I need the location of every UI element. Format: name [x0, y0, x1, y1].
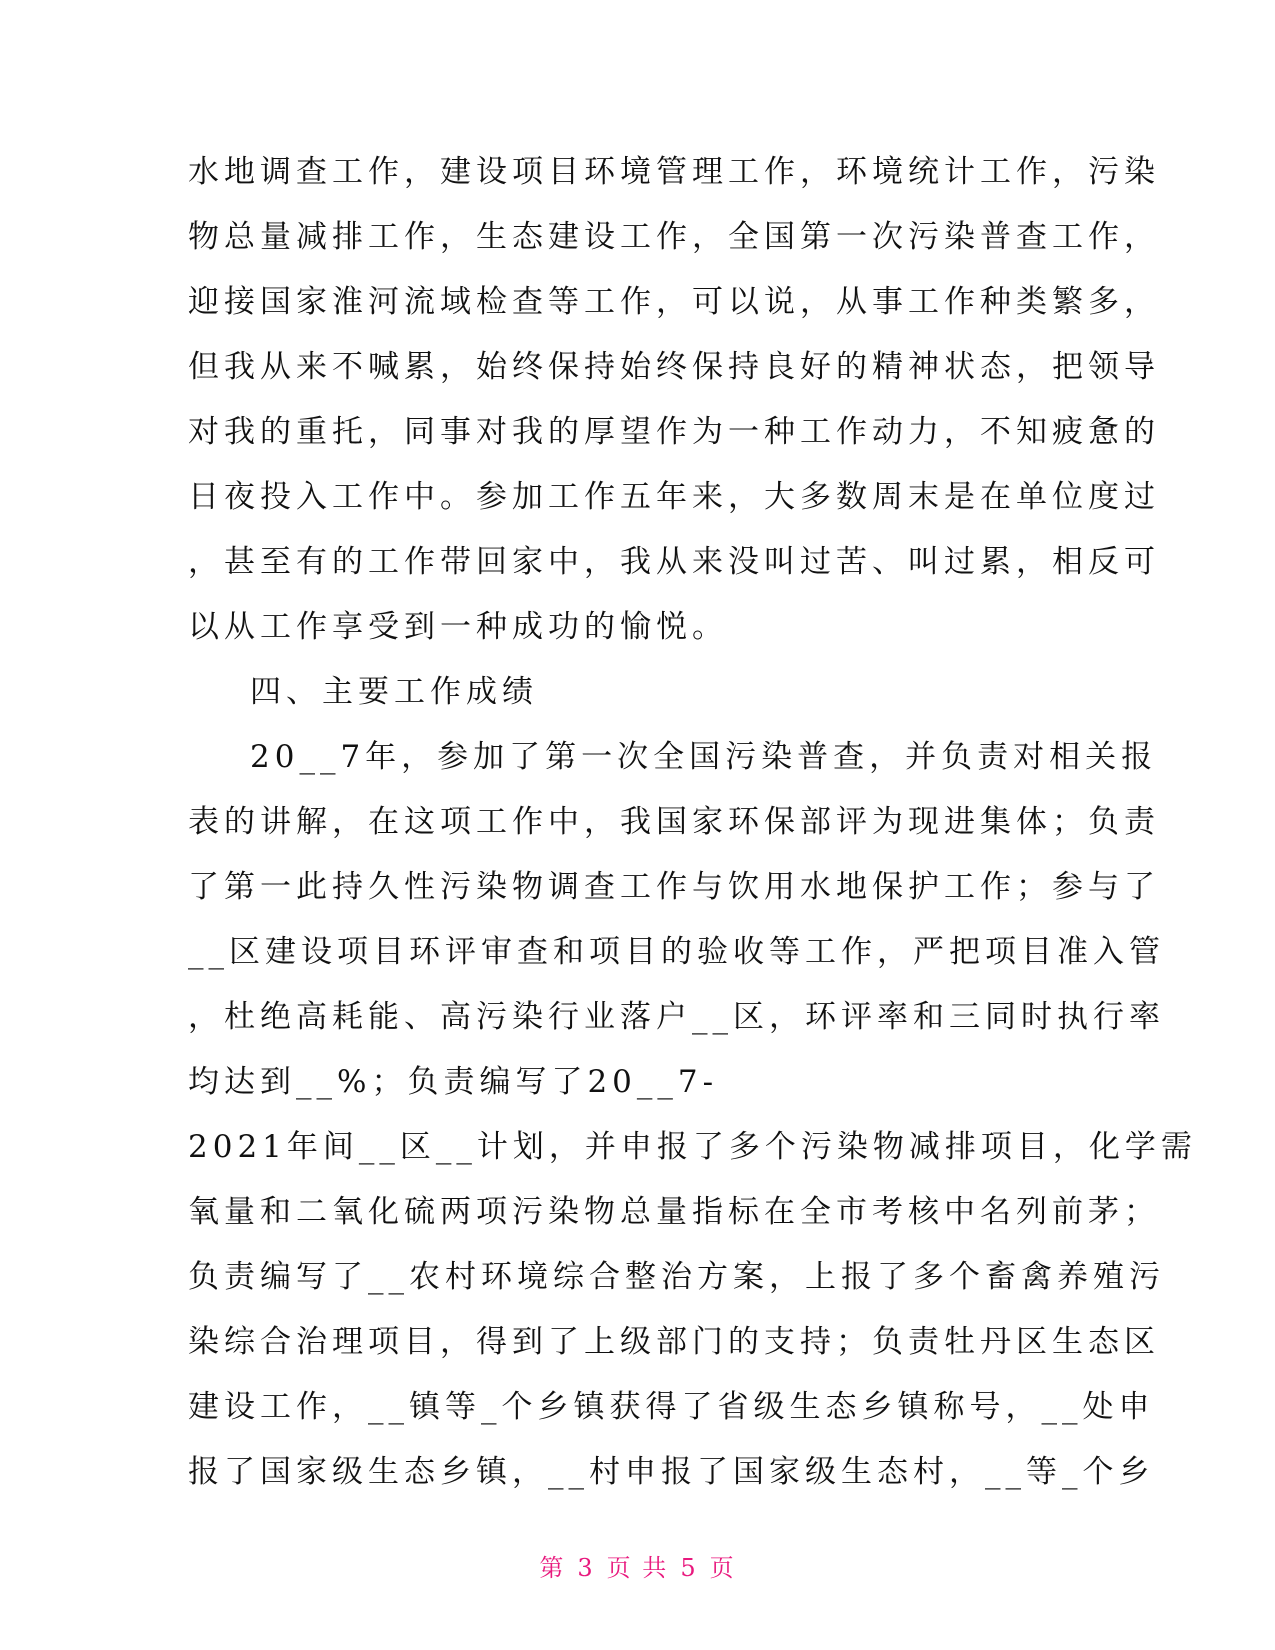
- text-line: ，杜绝高耗能、高污染行业落户__区，环评率和三同时执行率: [188, 999, 1165, 1035]
- text-line: 染综合治理项目，得到了上级部门的支持；负责牡丹区生态区: [188, 1324, 1160, 1360]
- footer-middle: 页 共: [606, 1554, 669, 1582]
- footer-page-number: 3: [577, 1554, 595, 1582]
- footer-total-pages: 5: [680, 1554, 698, 1582]
- text-line: 日夜投入工作中。参加工作五年来，大多数周末是在单位度过: [188, 479, 1160, 515]
- text-line: 均达到__%；负责编写了20__7-: [188, 1064, 719, 1100]
- body-text: [188, 140, 1197, 1505]
- text-line: 报了国家级生态乡镇，__村申报了国家级生态村，__等_个乡: [188, 1454, 1155, 1490]
- text-line: ，甚至有的工作带回家中，我从来没叫过苦、叫过累，相反可: [188, 544, 1160, 580]
- text-line: 以从工作享受到一种成功的愉悦。: [188, 609, 728, 645]
- text-line: 2021年间__区__计划，并申报了多个污染物减排项目，化学需: [188, 1129, 1197, 1165]
- text-line: 迎接国家淮河流域检查等工作，可以说，从事工作种类繁多，: [188, 284, 1160, 320]
- text-line: 但我从来不喊累，始终保持始终保持良好的精神状态，把领导: [188, 349, 1160, 385]
- footer-suffix: 页: [709, 1554, 736, 1582]
- text-line: 负责编写了__农村环境综合整治方案，上报了多个畜禽养殖污: [188, 1259, 1165, 1295]
- text-line: 水地调查工作，建设项目环境管理工作，环境统计工作，污染: [188, 154, 1160, 190]
- footer-prefix: 第: [539, 1554, 566, 1582]
- text-line: 20__7年，参加了第一次全国污染普查，并负责对相关报: [250, 739, 1158, 775]
- text-line: 四、主要工作成绩: [250, 674, 538, 710]
- text-line: 氧量和二氧化硫两项污染物总量指标在全市考核中名列前茅；: [188, 1194, 1160, 1230]
- text-line: 物总量减排工作，生态建设工作，全国第一次污染普查工作，: [188, 219, 1160, 255]
- text-line: 了第一此持久性污染物调查工作与饮用水地保护工作；参与了: [188, 869, 1160, 905]
- text-line: 表的讲解，在这项工作中，我国家环保部评为现进集体；负责: [188, 804, 1160, 840]
- text-line: 建设工作，__镇等_个乡镇获得了省级生态乡镇称号，__处申: [188, 1389, 1155, 1425]
- text-line: 对我的重托，同事对我的厚望作为一种工作动力，不知疲惫的: [188, 414, 1160, 450]
- page-footer: [0, 1548, 1275, 1583]
- text-line: __区建设项目环评审查和项目的验收等工作，严把项目准入管: [188, 934, 1165, 970]
